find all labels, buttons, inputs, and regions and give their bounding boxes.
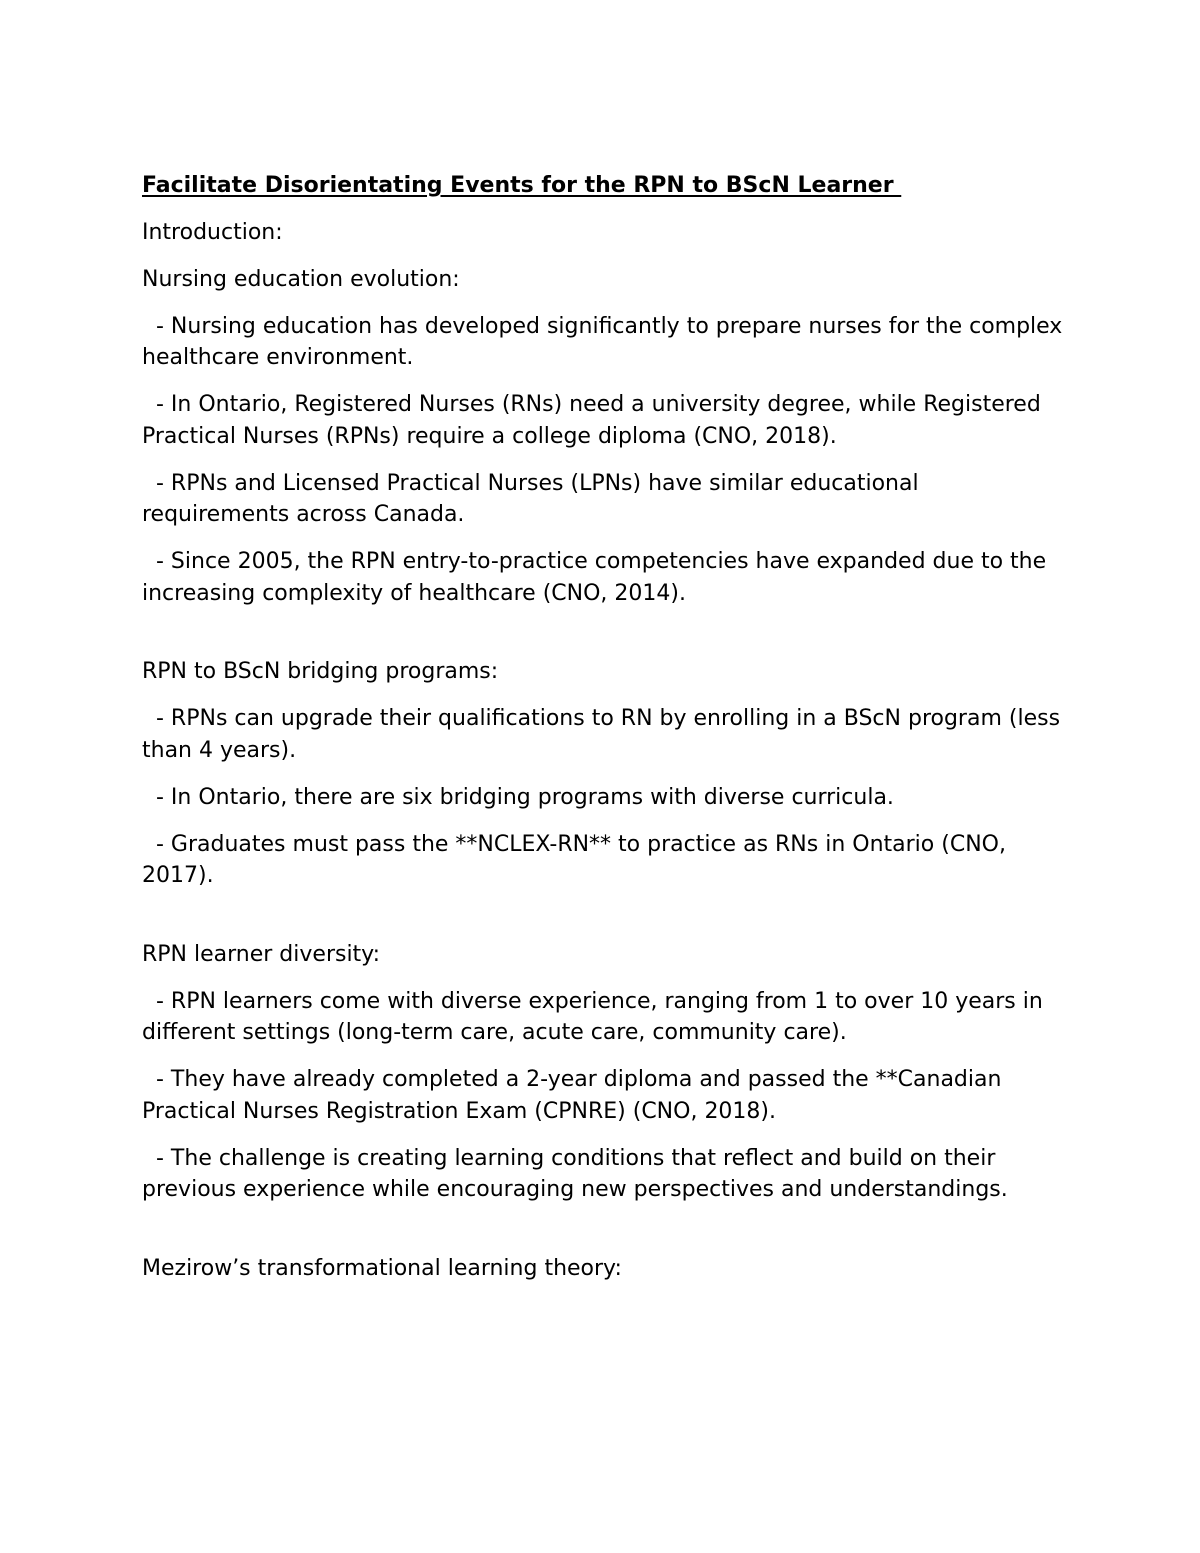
bullet-text: - Graduates must pass the **NCLEX-RN** to practice as RNs in Ontario (CNO, 2017). [142,831,1006,888]
bullet-item [142,782,1067,814]
bullet-text: - Nursing education has developed significantly to prepare nurses for the complex healthcare environment. [142,313,1063,370]
section-heading: Mezirow’s transformational learning theory: [142,1255,622,1281]
blank-line [142,625,1067,657]
bullet-text: - RPN learners come with diverse experience, ranging from 1 to over 10 years in different settings (long-term care, acute care, community care). [142,988,1043,1045]
bullet-text: - Since 2005, the RPN entry-to-practice competencies have expanded due to the increasing complexity of healthcare (CNO, 2014). [142,549,1047,606]
section-heading: RPN learner diversity: [142,941,381,967]
section-heading: RPN to BScN bridging programs: [142,659,499,684]
bullet-item [142,311,1067,374]
bullet-text: - RPNs and Licensed Practical Nurses (LPNs) have similar educational requirements across Canada. [142,470,919,527]
bullet-text: - The challenge is creating learning conditions that reflect and build on their previous experience while encouraging new perspectives and understandings. [142,1145,1008,1202]
bullet-item [142,468,1067,531]
bullet-text: - They have already completed a 2-year diploma and passed the **Canadian Practical Nurses Registration Exam (CPNRE) (CNO, 2018). [142,1067,1002,1124]
bullet-item [142,546,1067,609]
bullet-text: - In Ontario, Registered Nurses (RNs) need a university degree, while Registered Practical Nurses (RPNs) require a college diploma (CNO, 2018). [142,392,1041,449]
bullet-item [142,703,1067,766]
document-body [142,170,1067,1300]
bullet-text: - RPNs can upgrade their qualifications to RN by enrolling in a BScN program (less than 4 years). [142,706,1061,763]
section-heading: Nursing education evolution: [142,266,460,292]
bullet-item [142,1064,1067,1127]
bullet-item [142,829,1067,892]
bullet-item [142,389,1067,452]
document-title: Facilitate Disorientating Events for the RPN to BScN Learner [142,173,902,198]
introduction-label: Introduction: [142,219,283,245]
bullet-text: - In Ontario, there are six bridging programs with diverse curricula. [156,784,894,810]
bullet-item [142,1143,1067,1206]
blank-line [142,907,1067,939]
bullet-item [142,986,1067,1049]
blank-line [142,1221,1067,1253]
